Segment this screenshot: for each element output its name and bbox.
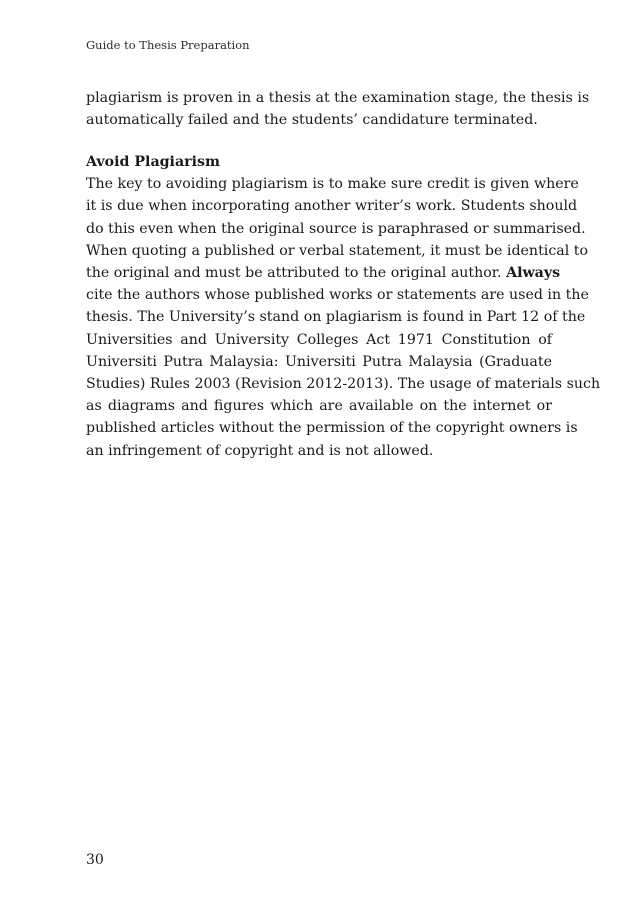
section-heading: Avoid Plagiarism — [86, 154, 221, 170]
text-line: Studies) Rules 2003 (Revision 2012-2013). The usage of materials such — [86, 376, 601, 393]
text-line: thesis. The University’s stand on plagiarism is found in Part 12 of the — [86, 309, 586, 326]
text-line: Universities and University Colleges Act 1971 Constitution of — [86, 331, 552, 348]
text-line: do this even when the original source is paraphrased or summarised. — [86, 220, 586, 237]
text-line: published articles without the permission of the copyright owners is — [86, 420, 578, 437]
emphasis-always: Always — [506, 265, 561, 282]
avoid-plagiarism-section — [86, 151, 601, 462]
text-line: Universiti Putra Malaysia: Universiti Putra Malaysia (Graduate — [86, 353, 552, 370]
text-line: it is due when incorporating another writer’s work. Students should — [86, 198, 578, 215]
page-number: 30 — [86, 852, 104, 868]
text-line: plagiarism is proven in a thesis at the examination stage, the thesis is — [86, 90, 590, 106]
text-segment: the original and must be attributed to the original author. — [86, 265, 502, 282]
text-line: automatically failed and the students’ candidature terminated. — [86, 112, 538, 129]
text-line: as diagrams and figures which are available on the internet or — [86, 398, 552, 415]
text-line: cite the authors whose published works or statements are used in the — [86, 287, 589, 304]
text-line: When quoting a published or verbal statement, it must be identical to — [86, 242, 589, 259]
running-header: Guide to Thesis Preparation — [86, 38, 250, 52]
text-line: an infringement of copyright and is not allowed. — [86, 442, 434, 459]
text-line: The key to avoiding plagiarism is to make sure credit is given where — [86, 176, 579, 193]
continuation-paragraph — [86, 87, 590, 131]
text-line — [86, 262, 561, 284]
